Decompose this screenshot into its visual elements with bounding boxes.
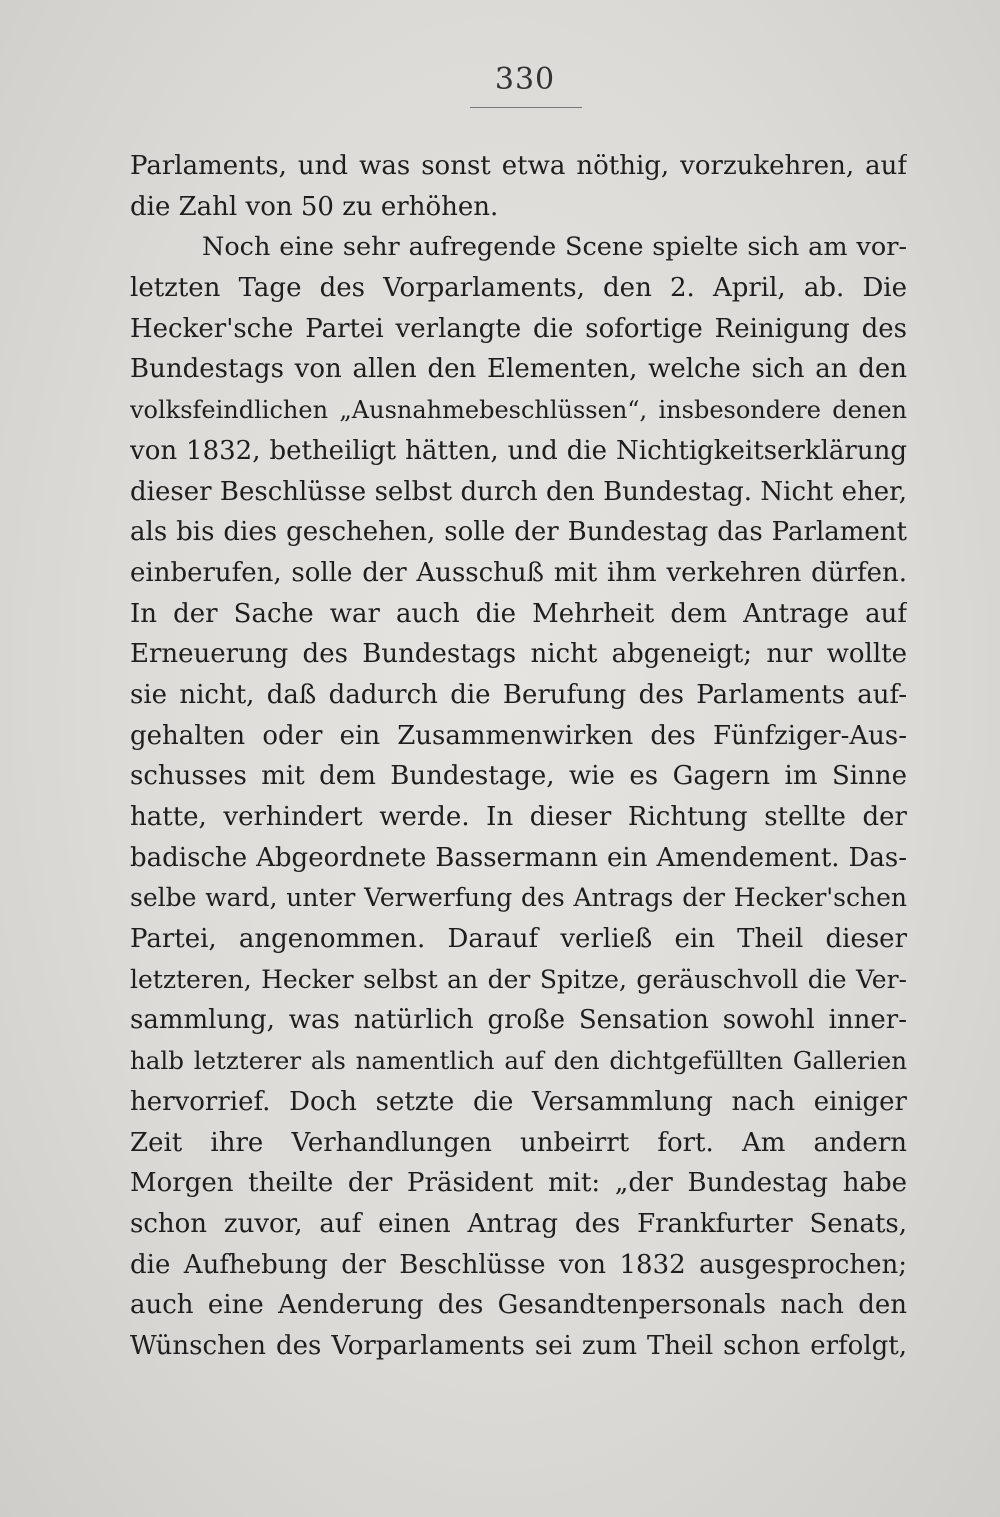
text-line: Hecker'sche Partei verlangte die sofortige Reinigung des (130, 313, 907, 344)
text-line: badische Abgeordnete Bassermann ein Amendement. Das- (130, 842, 907, 873)
text-line: letzteren, Hecker selbst an der Spitze, geräuschvoll die Ver- (130, 964, 907, 994)
text-line: Zeit ihre Verhandlungen unbeirrt fort. Am andern (130, 1127, 907, 1158)
text-line: sie nicht, daß dadurch die Berufung des Parlaments auf- (130, 679, 907, 710)
text-line: letzten Tage des Vorparlaments, den 2. April, ab. Die (130, 273, 907, 304)
text-line: von 1832, betheiligt hätten, und die Nichtigkeitserklärung (130, 435, 907, 466)
text-line: Parlaments, und was sonst etwa nöthig, vorzukehren, auf (130, 151, 907, 181)
text-line: schon zuvor, auf einen Antrag des Frankfurter Senats, (130, 1208, 907, 1239)
text-line: dieser Beschlüsse selbst durch den Bundestag. Nicht eher, (130, 476, 907, 507)
text-line: Partei, angenommen. Darauf verließ ein Theil dieser (130, 924, 907, 955)
text-line: Bundestags von allen den Elementen, welche sich an den (130, 354, 907, 385)
text-line: Wünschen des Vorparlaments sei zum Theil schon erfolgt, (130, 1330, 907, 1361)
body-text (130, 146, 907, 1367)
page-number: 330 (494, 62, 556, 97)
text-line: In der Sache war auch die Mehrheit dem Antrage auf (130, 598, 907, 629)
text-line: die Aufhebung der Beschlüsse von 1832 ausgesprochen; (130, 1249, 907, 1280)
text-line: Erneuerung des Bundestags nicht abgeneigt; nur wollte (130, 639, 907, 670)
text-line: sammlung, was natürlich große Sensation sowohl inner- (130, 1005, 907, 1036)
text-line: auch eine Aenderung des Gesandtenpersonals nach den (130, 1290, 907, 1321)
header-rule (470, 107, 582, 108)
text-line: einberufen, solle der Ausschuß mit ihm verkehren dürfen. (130, 557, 907, 588)
text-line: Noch eine sehr aufregende Scene spielte sich am vor- (202, 232, 907, 263)
text-line: die Zahl von 50 zu erhöhen. (130, 191, 499, 222)
text-line: gehalten oder ein Zusammenwirken des Fünfziger-Aus- (130, 720, 907, 751)
text-line: hervorrief. Doch setzte die Versammlung nach einiger (130, 1086, 907, 1117)
text-line: selbe ward, unter Verwerfung des Antrags der Hecker'schen (130, 883, 907, 913)
text-line: hatte, verhindert werde. In dieser Richtung stellte der (130, 802, 907, 832)
text-line: halb letzterer als namentlich auf den dichtgefüllten Gallerien (130, 1046, 907, 1076)
text-line: volksfeindlichen „Ausnahmebeschlüssen“, insbesondere denen (130, 396, 907, 425)
text-line: als bis dies geschehen, solle der Bundestag das Parlament (130, 517, 907, 548)
text-line: schusses mit dem Bundestage, wie es Gagern im Sinne (130, 761, 907, 792)
text-line: Morgen theilte der Präsident mit: „der Bundestag habe (130, 1168, 907, 1199)
